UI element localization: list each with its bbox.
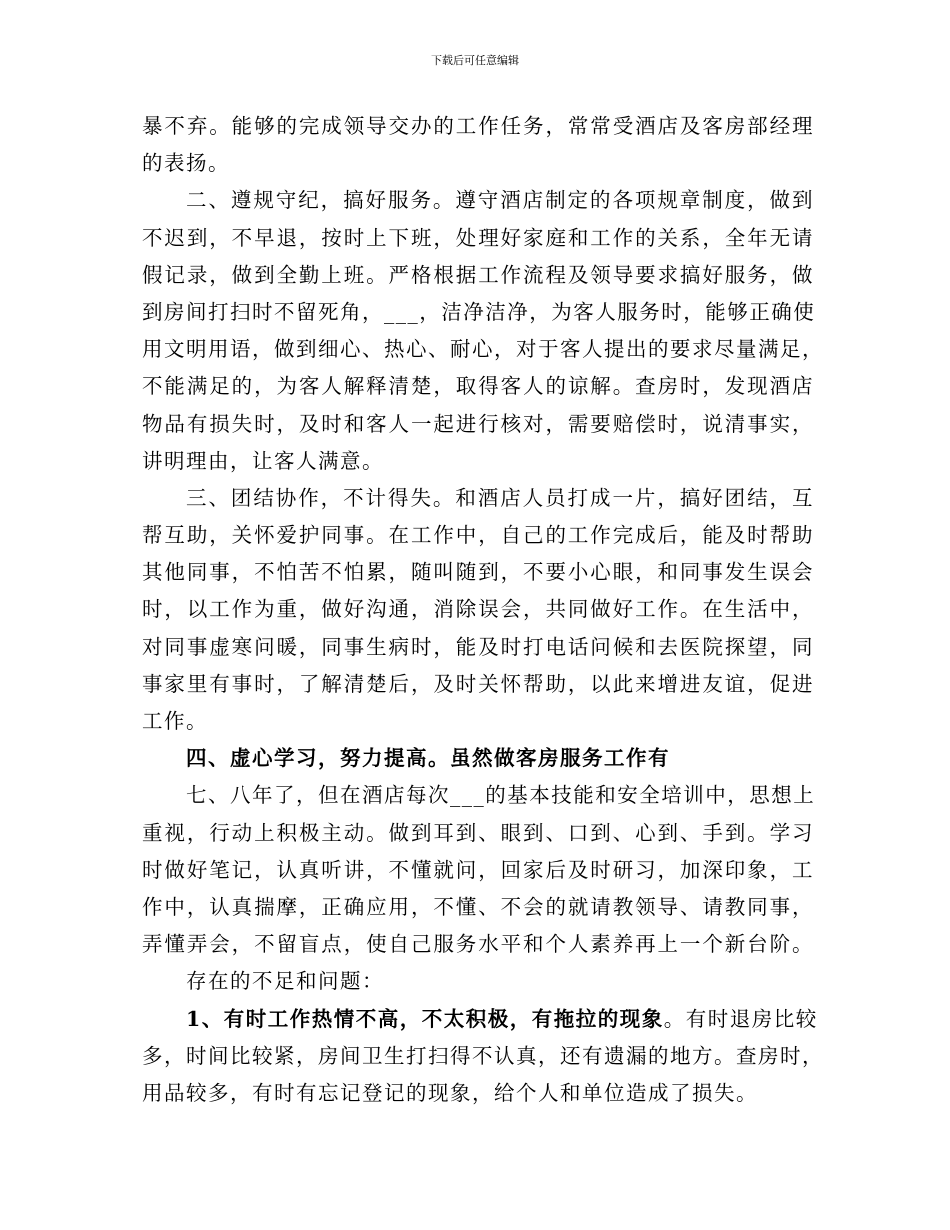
paragraph-line: 三、团结协作，不计得失。和酒店人员打成一片，搞好团结，互 xyxy=(186,485,814,510)
paragraph-line: 作中，认真揣摩，正确应用，不懂、不会的就请教领导、请教同事， xyxy=(142,894,814,919)
paragraph-line: 不迟到，不早退，按时上下班，处理好家庭和工作的关系，全年无请 xyxy=(142,225,814,250)
paragraph-line: 重视，行动上积极主动。做到耳到、眼到、口到、心到、手到。学习 xyxy=(142,820,814,845)
paragraph-line: 弄懂弄会，不留盲点，使自己服务水平和个人素养再上一个新台阶。 xyxy=(142,932,814,957)
paragraph-line: 时做好笔记，认真听讲，不懂就问，回家后及时研习，加深印象，工 xyxy=(142,857,814,882)
paragraph-line: 用文明用语，做到细心、热心、耐心，对于客人提出的要求尽量满足， xyxy=(142,337,824,362)
paragraph-line: 到房间打扫时不留死角，___，洁净洁净，为客人服务时，能够正确使 xyxy=(142,299,816,324)
paragraph-line: 其他同事，不怕苦不怕累，随叫随到，不要小心眼，和同事发生误会 xyxy=(142,560,814,585)
paragraph-line: 的表扬。 xyxy=(142,151,230,176)
paragraph-line: 讲明理由，让客人满意。 xyxy=(142,448,384,473)
page-header: 下载后可任意编辑 xyxy=(431,54,519,67)
paragraph-line: 事家里有事时，了解清楚后，及时关怀帮助，以此来增进友谊，促进 xyxy=(142,671,814,696)
paragraph-line: 二、遵规守纪，搞好服务。遵守酒店制定的各项规章制度，做到 xyxy=(186,188,814,213)
subheading-line: 存在的不足和问题： xyxy=(186,969,384,994)
issue-normal-text: 。有时退房比较 xyxy=(663,1006,818,1031)
paragraph-line: 物品有损失时，及时和客人一起进行核对，需要赔偿时，说清事实， xyxy=(142,411,814,436)
paragraph-line: 用品较多，有时有忘记登记的现象，给个人和单位造成了损失。 xyxy=(142,1080,758,1105)
paragraph-line: 多，时间比较紧，房间卫生打扫得不认真，还有遗漏的地方。查房时， xyxy=(142,1043,824,1068)
paragraph-line: 七、八年了，但在酒店每次___的基本技能和安全培训中，思想上 xyxy=(186,783,816,808)
issue-bold-text: 1、有时工作热情不高，不太积极，有拖拉的现象 xyxy=(186,1006,664,1031)
paragraph-line: 暴不弃。能够的完成领导交办的工作任务，常常受酒店及客房部经理 xyxy=(142,114,814,138)
paragraph-line: 时，以工作为重，做好沟通，消除误会，共同做好工作。在生活中， xyxy=(142,597,814,622)
paragraph-line: 对同事虚寒问暖，同事生病时，能及时打电话问候和去医院探望，同 xyxy=(142,634,814,659)
paragraph-line: 帮互助，关怀爱护同事。在工作中，自己的工作完成后，能及时帮助 xyxy=(142,523,814,548)
paragraph-line: 假记录，做到全勤上班。严格根据工作流程及领导要求搞好服务，做 xyxy=(142,262,814,287)
paragraph-line: 工作。 xyxy=(142,709,208,733)
document-body xyxy=(142,108,824,1112)
issue-line xyxy=(142,1001,818,1038)
section-heading-line: 四、虚心学习，努力提高。虽然做客房服务工作有 xyxy=(186,746,670,771)
paragraph-line: 不能满足的，为客人解释清楚，取得客人的谅解。查房时，发现酒店 xyxy=(142,374,814,399)
